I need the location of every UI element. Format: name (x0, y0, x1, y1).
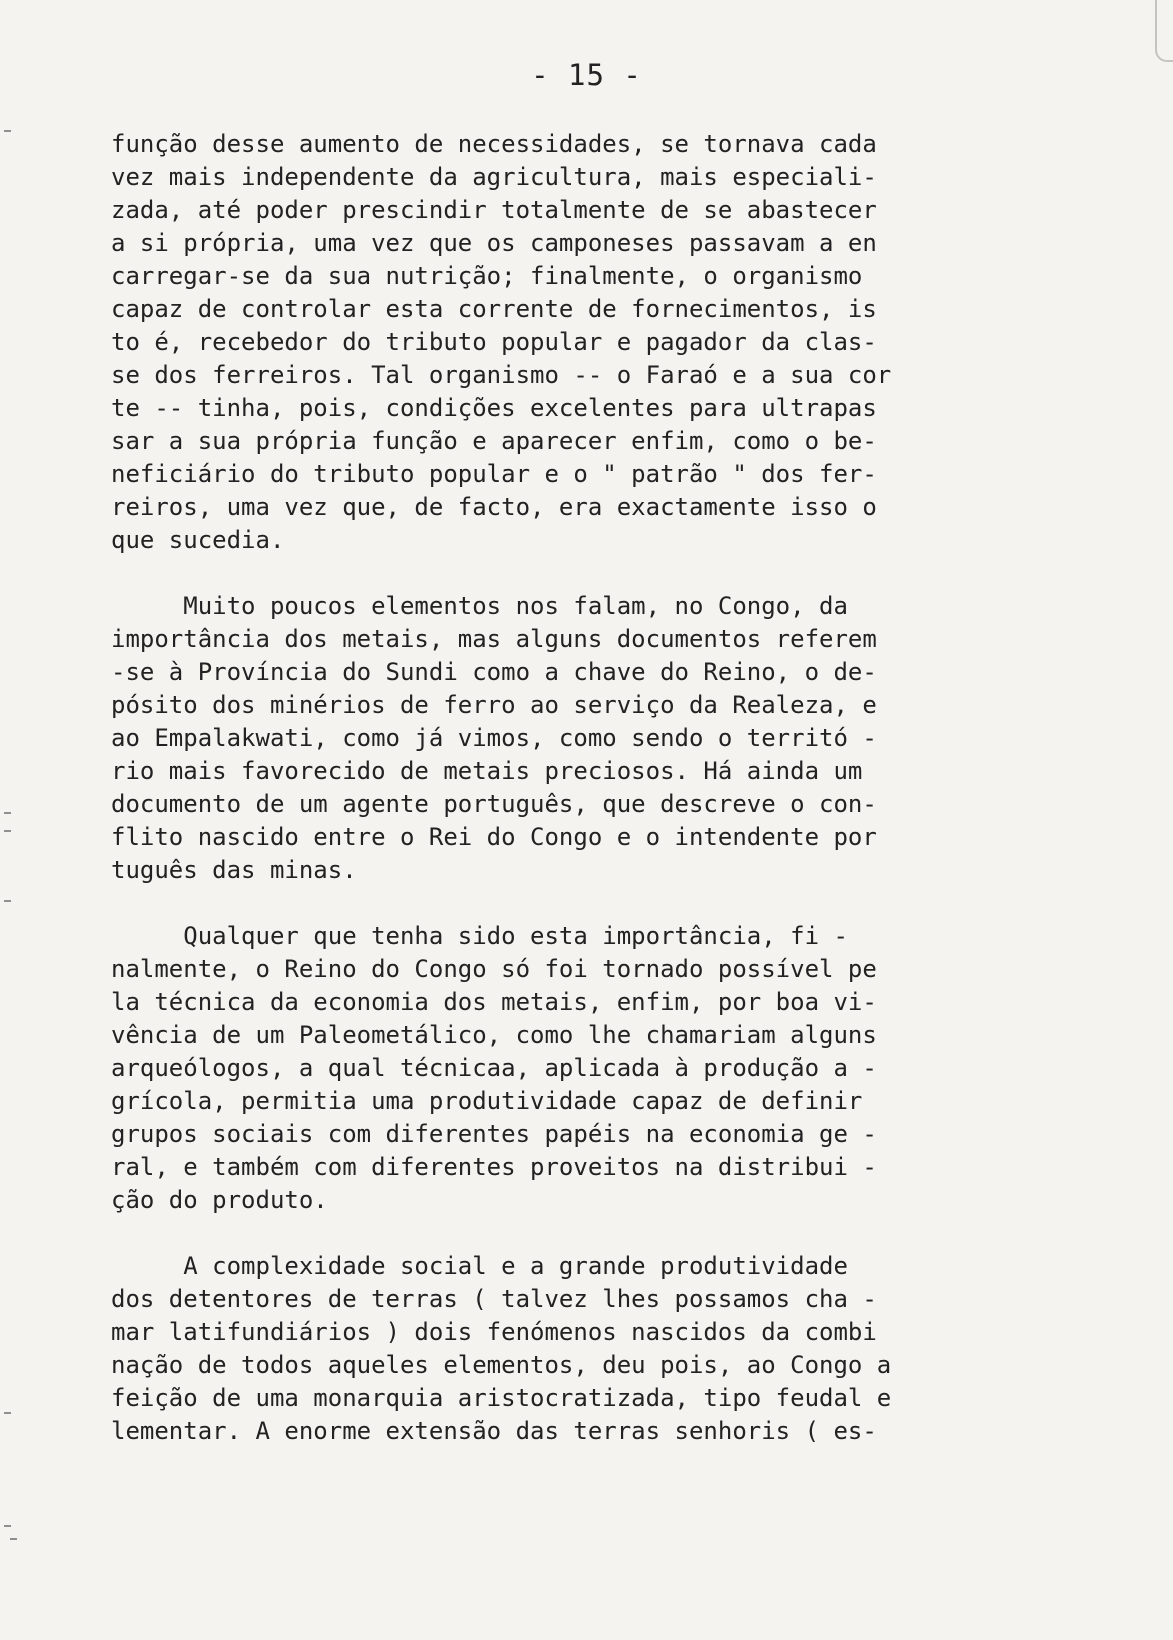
text-line: zada, até poder prescindir totalmente de se abastecer (111, 196, 877, 224)
body-text (111, 128, 1001, 1448)
text-line: ção do produto. (111, 1186, 328, 1214)
page-number: - 15 - (531, 58, 642, 92)
paragraph (111, 920, 1001, 1217)
text-line: nação de todos aqueles elementos, deu pois, ao Congo a (111, 1351, 892, 1379)
margin-mark (4, 1525, 11, 1527)
margin-mark (4, 130, 11, 132)
text-line: sar a sua própria função e aparecer enfim, como o be- (111, 427, 877, 455)
text-line: flito nascido entre o Rei do Congo e o intendente por (111, 823, 877, 851)
margin-mark (4, 830, 11, 832)
text-line: arqueólogos, a qual técnicaa, aplicada à produção a - (111, 1054, 877, 1082)
text-line: se dos ferreiros. Tal organismo -- o Faraó e a sua cor (111, 361, 892, 389)
text-line: neficiário do tributo popular e o " patrão " dos fer- (111, 460, 877, 488)
text-line: pósito dos minérios de ferro ao serviço da Realeza, e (111, 691, 877, 719)
text-line: to é, recebedor do tributo popular e pagador da clas- (111, 328, 877, 356)
text-line: -se à Província do Sundi como a chave do Reino, o de- (111, 658, 877, 686)
text-line: la técnica da economia dos metais, enfim, por boa vi- (111, 988, 877, 1016)
text-line: documento de um agente português, que descreve o con- (111, 790, 877, 818)
text-line: importância dos metais, mas alguns documentos referem (111, 625, 877, 653)
binding-shadow (1155, 0, 1173, 62)
text-line: função desse aumento de necessidades, se tornava cada (111, 130, 877, 158)
margin-mark (4, 900, 11, 902)
text-line: a si própria, uma vez que os camponeses passavam a en (111, 229, 877, 257)
text-line: te -- tinha, pois, condições excelentes para ultrapas (111, 394, 877, 422)
text-line: dos detentores de terras ( talvez lhes possamos cha - (111, 1285, 877, 1313)
text-line: Qualquer que tenha sido esta importância, fi - (111, 922, 848, 950)
text-line: grícola, permitia uma produtividade capaz de definir (111, 1087, 863, 1115)
text-line: reiros, uma vez que, de facto, era exactamente isso o (111, 493, 877, 521)
text-line: Muito poucos elementos nos falam, no Congo, da (111, 592, 848, 620)
text-line: lementar. A enorme extensão das terras senhoris ( es- (111, 1417, 877, 1445)
margin-mark (4, 812, 11, 814)
paragraph-gap (111, 887, 1001, 920)
text-line: A complexidade social e a grande produtividade (111, 1252, 848, 1280)
text-line: capaz de controlar esta corrente de fornecimentos, is (111, 295, 877, 323)
text-line: rio mais favorecido de metais preciosos. Há ainda um (111, 757, 863, 785)
text-line: ral, e também com diferentes proveitos na distribui - (111, 1153, 877, 1181)
text-line: feição de uma monarquia aristocratizada, tipo feudal e (111, 1384, 892, 1412)
text-line: nalmente, o Reino do Congo só foi tornado possível pe (111, 955, 877, 983)
text-line: que sucedia. (111, 526, 285, 554)
text-line: mar latifundiários ) dois fenómenos nascidos da combi (111, 1318, 877, 1346)
paragraph (111, 128, 1001, 557)
margin-mark (10, 1538, 17, 1540)
paragraph-gap (111, 1217, 1001, 1250)
text-line: grupos sociais com diferentes papéis na economia ge - (111, 1120, 877, 1148)
text-line: vência de um Paleometálico, como lhe chamariam alguns (111, 1021, 877, 1049)
paragraph (111, 1250, 1001, 1448)
paragraph-gap (111, 557, 1001, 590)
paragraph (111, 590, 1001, 887)
text-line: vez mais independente da agricultura, mais especiali- (111, 163, 877, 191)
text-line: tuguês das minas. (111, 856, 357, 884)
text-line: ao Empalakwati, como já vimos, como sendo o territó - (111, 724, 877, 752)
margin-mark (4, 1412, 11, 1414)
text-line: carregar-se da sua nutrição; finalmente, o organismo (111, 262, 863, 290)
